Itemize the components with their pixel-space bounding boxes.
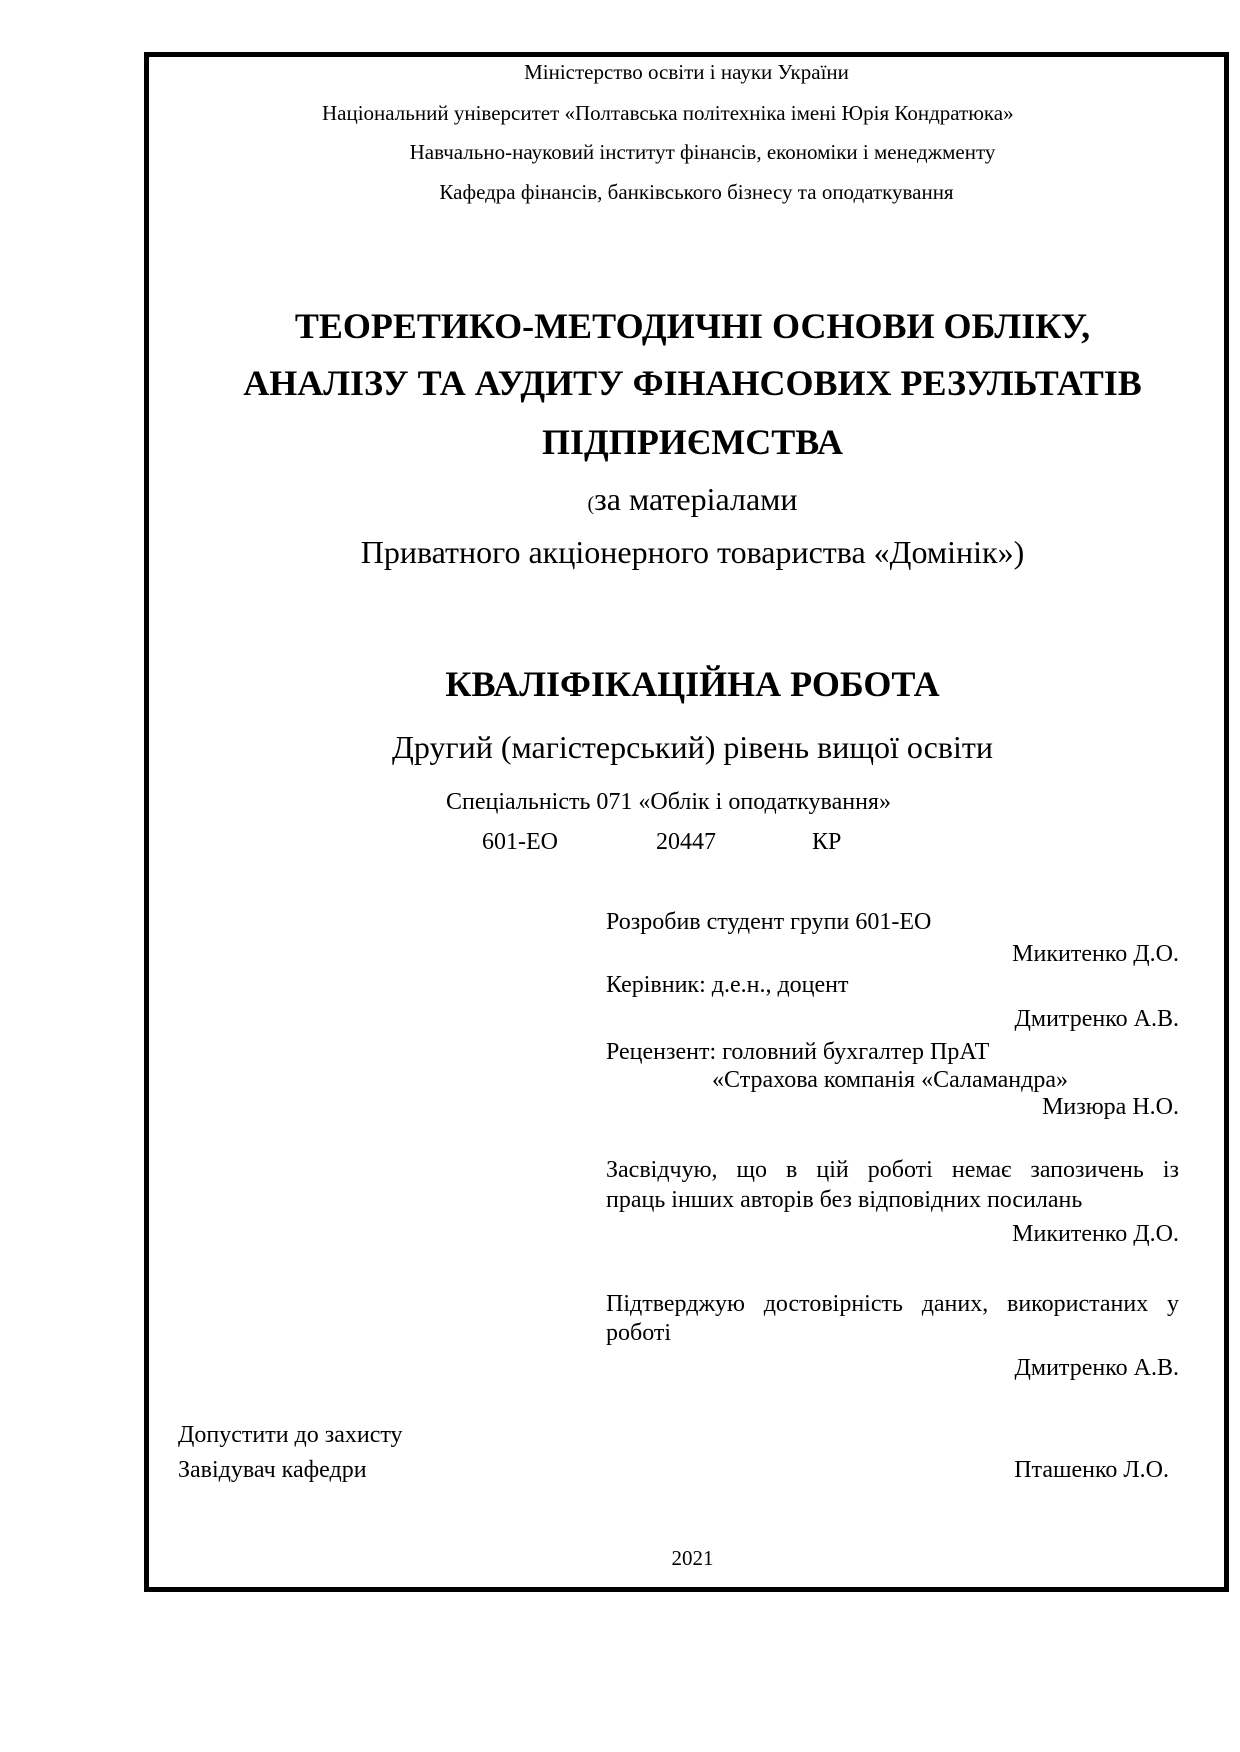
materials-prefix: за матеріалами: [594, 481, 798, 517]
code-type: КР: [812, 829, 842, 855]
thesis-title-line-1: ТЕОРЕТИКО-МЕТОДИЧНІ ОСНОВИ ОБЛІКУ,: [294, 306, 1091, 346]
data-confirmation-signer-name: Дмитренко А.В.: [1014, 1355, 1179, 1381]
student-name: Микитенко Д.О.: [1012, 941, 1179, 967]
specialty: Спеціальність 071 «Облік і оподаткування»: [446, 789, 891, 815]
thesis-title-line-3: ПІДПРИЄМСТВА: [542, 422, 843, 462]
materials-paren: (: [587, 493, 595, 515]
work-type: КВАЛІФІКАЦІЙНА РОБОТА: [445, 664, 940, 704]
institute-name: Навчально-науковий інститут фінансів, економіки і менеджменту: [409, 140, 996, 164]
reviewer-organization: «Страхова компанія «Саламандра»: [712, 1067, 1068, 1093]
materials-note: [150, 483, 1235, 515]
ministry-name: Міністерство освіти і науки України: [524, 60, 849, 84]
student-label: Розробив студент групи 601-ЕО: [606, 909, 932, 935]
thesis-title-line-2: АНАЛІЗУ ТА АУДИТУ ФІНАНСОВИХ РЕЗУЛЬТАТІВ: [243, 363, 1142, 403]
company-name: Приватного акціонерного товариства «Домінік»): [360, 534, 1025, 570]
department-head-name: Пташенко Л.О.: [1014, 1457, 1169, 1483]
code-group: 601-ЕО: [482, 829, 558, 855]
originality-statement-line-2: праць інших авторів без відповідних посилань: [606, 1187, 1083, 1213]
originality-signer-name: Микитенко Д.О.: [1012, 1221, 1179, 1247]
data-confirmation-line-2: роботі: [606, 1320, 672, 1346]
education-level: Другий (магістерський) рівень вищої освіти: [392, 729, 993, 765]
supervisor-name: Дмитренко А.В.: [1014, 1006, 1179, 1032]
university-name: Національний університет «Полтавська політехніка імені Юрія Кондратюка»: [322, 101, 1014, 125]
year: 2021: [671, 1546, 714, 1570]
reviewer-name: Мизюра Н.О.: [1042, 1094, 1179, 1120]
reviewer-label: Рецензент: головний бухгалтер ПрАТ: [606, 1039, 990, 1065]
data-confirmation-line-1: Підтверджую достовірність даних, використаних у: [606, 1291, 1179, 1317]
originality-statement-line-1: Засвідчую, що в цій роботі немає запозичень із: [606, 1157, 1179, 1183]
supervisor-label: Керівник: д.е.н., доцент: [606, 972, 849, 998]
department-name: Кафедра фінансів, банківського бізнесу та оподаткування: [439, 180, 954, 204]
department-head-label: Завідувач кафедри: [178, 1457, 367, 1483]
code-number: 20447: [656, 829, 716, 855]
admit-to-defense: Допустити до захисту: [178, 1422, 403, 1448]
